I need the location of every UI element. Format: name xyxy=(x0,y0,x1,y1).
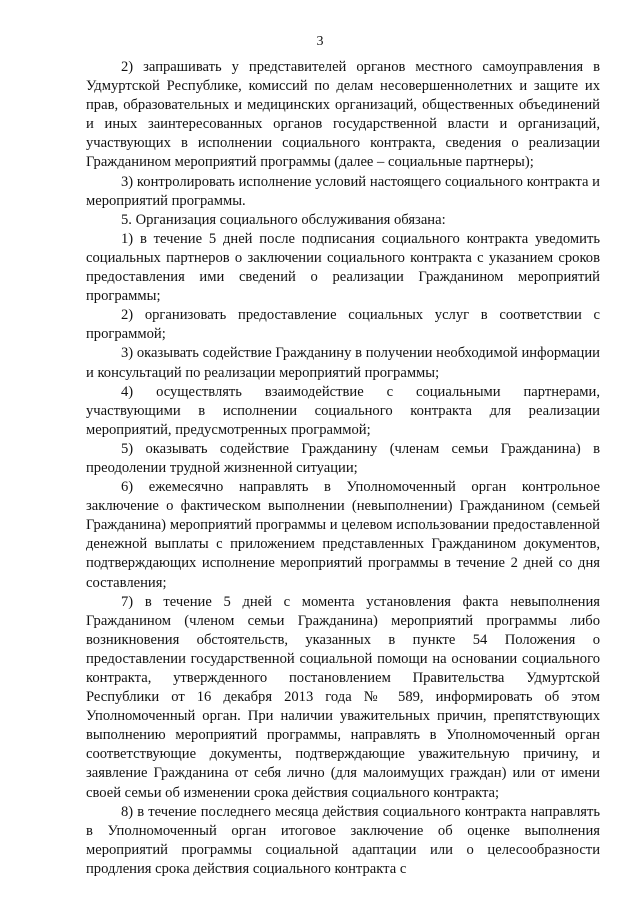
paragraph-assist-overcome: 5) оказывать содействие Гражданину (членам семьи Гражданина) в преодолении трудной жизненной ситуации; xyxy=(86,440,600,476)
paragraph-request-info: 2) запрашивать у представителей органов местного самоуправления в Удмуртской Республике, комиссий по делам несовершеннолетних и защите их прав, образовательных и медицинских организаций, общественных объединений и иных заинтересованных органов государственной власти и организаций, участвующих в исполнении социального контракта, сведения о реализации Гражданином мероприятий программы (далее – социальные партнеры); xyxy=(86,59,600,171)
paragraph-organize-services: 2) организовать предоставление социальных услуг в соответствии с программой; xyxy=(86,307,600,343)
paragraph-monthly-report: 6) ежемесячно направлять в Уполномоченный орган контрольное заключение о фактическом выполнении (невыполнении) Гражданином (семьей Гражданина) мероприятий программы и целевом использовании предоставленной денежной выплаты с приложением представленных Гражданином документов, подтверждающих исполнение мероприятий программы в течение 2 дней со дня составления; xyxy=(86,479,600,591)
paragraph-control-execution: 3) контролировать исполнение условий настоящего социального контракта и мероприятий программы. xyxy=(86,173,600,209)
paragraph-assist-information: 3) оказывать содействие Гражданину в получении необходимой информации и консультаций по реализации мероприятий программы; xyxy=(86,345,600,381)
document-body xyxy=(86,58,600,879)
paragraph-interact-partners: 4) осуществлять взаимодействие с социальными партнерами, участвующими в исполнении социального контракта для реализации мероприятий, предусмотренных программой; xyxy=(86,383,600,438)
paragraph-nonfulfillment-notice: 7) в течение 5 дней с момента установления факта невыполнения Гражданином (членом семьи Гражданина) мероприятий программы либо возникновения обстоятельств, указанных в пункте 54 Положения о предоставлении государственной социальной помощи на основании социального контракта, утвержденного постановлением Правительства Удмуртской Республики от 16 декабря 2013 года № 589, информировать об этом Уполномоченный орган. При наличии уважительных причин, препятствующих выполнению мероприятий программы, направлять в Уполномоченный орган соответствующие документы, подтверждающие уважительную причину, и заявление Гражданина от себя лично (для малоимущих граждан) или от имени своей семьи об изменении срока действия социального контракта; xyxy=(86,593,600,801)
section-heading-organization-obligations: 5. Организация социального обслуживания обязана: xyxy=(121,211,446,228)
page-number: 3 xyxy=(316,34,324,49)
paragraph-final-conclusion: 8) в течение последнего месяца действия социального контракта направлять в Уполномоченный орган итоговое заключение об оценке выполнения мероприятий программы социальной адаптации или о целесообразности продления срока действия социального контракта с xyxy=(86,803,600,877)
paragraph-notify-partners: 1) в течение 5 дней после подписания социального контракта уведомить социальных партнеров о заключении социального контракта с указанием сроков предоставления ими сведений о реализации Гражданином мероприятий программы; xyxy=(86,230,600,305)
